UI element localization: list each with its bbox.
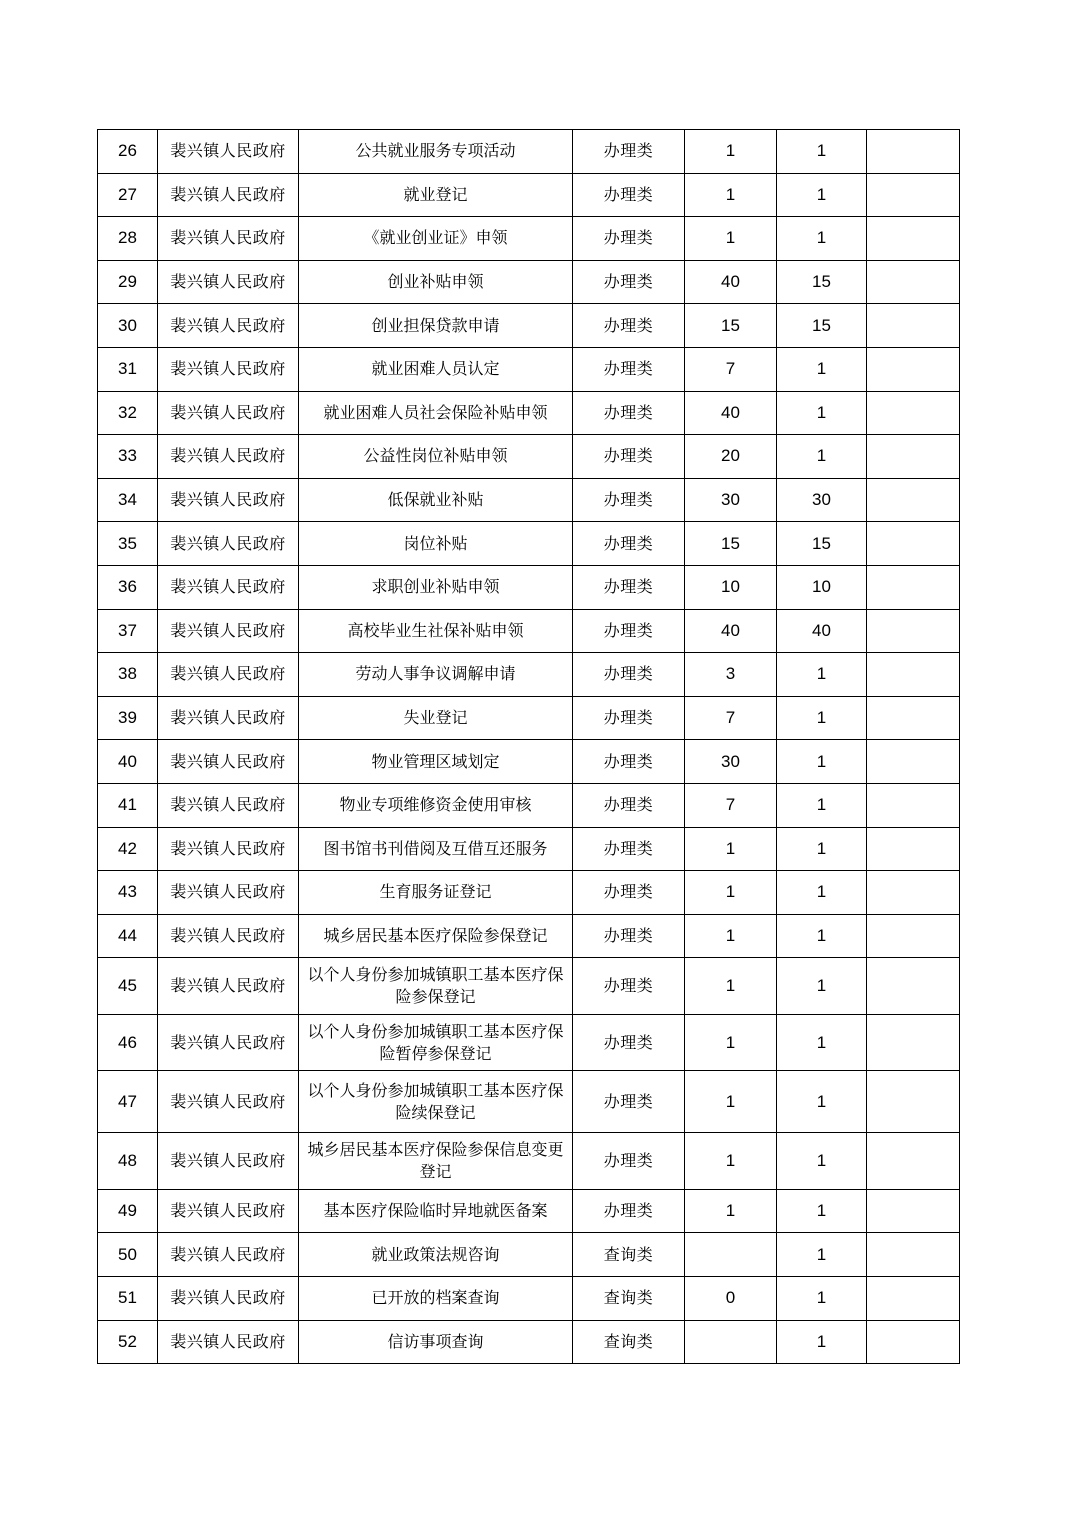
value-cell-2: 15 xyxy=(777,522,867,566)
table-row xyxy=(98,304,960,348)
row-number: 48 xyxy=(98,1133,158,1190)
service-item-cell: 城乡居民基本医疗保险参保登记 xyxy=(299,914,573,958)
service-item-cell: 创业补贴申领 xyxy=(299,260,573,304)
category-cell: 办理类 xyxy=(573,260,685,304)
department-cell: 裴兴镇人民政府 xyxy=(158,347,299,391)
category-cell: 办理类 xyxy=(573,217,685,261)
category-cell: 办理类 xyxy=(573,1014,685,1071)
value-cell-1: 3 xyxy=(685,653,777,697)
category-cell: 办理类 xyxy=(573,827,685,871)
service-item-cell: 创业担保贷款申请 xyxy=(299,304,573,348)
service-item-cell: 《就业创业证》申领 xyxy=(299,217,573,261)
row-number: 29 xyxy=(98,260,158,304)
value-cell-1: 1 xyxy=(685,958,777,1015)
value-cell-1: 1 xyxy=(685,1014,777,1071)
department-cell: 裴兴镇人民政府 xyxy=(158,653,299,697)
department-cell: 裴兴镇人民政府 xyxy=(158,173,299,217)
blank-cell xyxy=(867,827,960,871)
department-cell: 裴兴镇人民政府 xyxy=(158,260,299,304)
blank-cell xyxy=(867,1133,960,1190)
value-cell-2: 1 xyxy=(777,391,867,435)
category-cell: 办理类 xyxy=(573,1189,685,1233)
row-number: 42 xyxy=(98,827,158,871)
value-cell-1: 1 xyxy=(685,173,777,217)
department-cell: 裴兴镇人民政府 xyxy=(158,827,299,871)
blank-cell xyxy=(867,958,960,1015)
department-cell: 裴兴镇人民政府 xyxy=(158,1276,299,1320)
category-cell: 办理类 xyxy=(573,304,685,348)
category-cell: 查询类 xyxy=(573,1320,685,1364)
value-cell-1: 1 xyxy=(685,914,777,958)
value-cell-2: 1 xyxy=(777,958,867,1015)
service-items-table xyxy=(97,129,960,1364)
service-item-cell: 生育服务证登记 xyxy=(299,871,573,915)
row-number: 26 xyxy=(98,130,158,174)
department-cell: 裴兴镇人民政府 xyxy=(158,783,299,827)
blank-cell xyxy=(867,565,960,609)
value-cell-1: 40 xyxy=(685,391,777,435)
value-cell-1: 15 xyxy=(685,304,777,348)
service-item-cell: 以个人身份参加城镇职工基本医疗保险续保登记 xyxy=(299,1071,573,1133)
row-number: 35 xyxy=(98,522,158,566)
row-number: 51 xyxy=(98,1276,158,1320)
department-cell: 裴兴镇人民政府 xyxy=(158,1320,299,1364)
department-cell: 裴兴镇人民政府 xyxy=(158,1071,299,1133)
department-cell: 裴兴镇人民政府 xyxy=(158,435,299,479)
row-number: 39 xyxy=(98,696,158,740)
department-cell: 裴兴镇人民政府 xyxy=(158,958,299,1015)
blank-cell xyxy=(867,260,960,304)
department-cell: 裴兴镇人民政府 xyxy=(158,1133,299,1190)
row-number: 31 xyxy=(98,347,158,391)
table-row xyxy=(98,1071,960,1133)
category-cell: 办理类 xyxy=(573,565,685,609)
blank-cell xyxy=(867,391,960,435)
blank-cell xyxy=(867,1189,960,1233)
department-cell: 裴兴镇人民政府 xyxy=(158,217,299,261)
value-cell-1: 1 xyxy=(685,130,777,174)
category-cell: 办理类 xyxy=(573,871,685,915)
value-cell-2: 1 xyxy=(777,783,867,827)
table-row xyxy=(98,914,960,958)
table-row xyxy=(98,522,960,566)
blank-cell xyxy=(867,783,960,827)
category-cell: 办理类 xyxy=(573,1133,685,1190)
blank-cell xyxy=(867,130,960,174)
table-row xyxy=(98,783,960,827)
value-cell-2: 1 xyxy=(777,1320,867,1364)
department-cell: 裴兴镇人民政府 xyxy=(158,522,299,566)
value-cell-1: 30 xyxy=(685,740,777,784)
department-cell: 裴兴镇人民政府 xyxy=(158,304,299,348)
row-number: 37 xyxy=(98,609,158,653)
blank-cell xyxy=(867,653,960,697)
row-number: 32 xyxy=(98,391,158,435)
service-item-cell: 以个人身份参加城镇职工基本医疗保险暂停参保登记 xyxy=(299,1014,573,1071)
blank-cell xyxy=(867,522,960,566)
table-row xyxy=(98,347,960,391)
value-cell-1: 0 xyxy=(685,1276,777,1320)
department-cell: 裴兴镇人民政府 xyxy=(158,696,299,740)
value-cell-1: 1 xyxy=(685,1071,777,1133)
value-cell-2: 1 xyxy=(777,1133,867,1190)
service-item-cell: 失业登记 xyxy=(299,696,573,740)
blank-cell xyxy=(867,914,960,958)
category-cell: 办理类 xyxy=(573,173,685,217)
department-cell: 裴兴镇人民政府 xyxy=(158,609,299,653)
table-body xyxy=(98,130,960,1364)
table-row xyxy=(98,260,960,304)
value-cell-2: 1 xyxy=(777,827,867,871)
blank-cell xyxy=(867,696,960,740)
service-item-cell: 信访事项查询 xyxy=(299,1320,573,1364)
value-cell-1 xyxy=(685,1320,777,1364)
blank-cell xyxy=(867,1233,960,1277)
table-row xyxy=(98,653,960,697)
category-cell: 办理类 xyxy=(573,522,685,566)
value-cell-2: 1 xyxy=(777,1014,867,1071)
blank-cell xyxy=(867,1320,960,1364)
table-row xyxy=(98,435,960,479)
row-number: 27 xyxy=(98,173,158,217)
row-number: 45 xyxy=(98,958,158,1015)
table-row xyxy=(98,1014,960,1071)
value-cell-2: 1 xyxy=(777,130,867,174)
service-item-cell: 高校毕业生社保补贴申领 xyxy=(299,609,573,653)
row-number: 49 xyxy=(98,1189,158,1233)
row-number: 47 xyxy=(98,1071,158,1133)
table-row xyxy=(98,740,960,784)
value-cell-2: 1 xyxy=(777,1071,867,1133)
value-cell-1: 40 xyxy=(685,260,777,304)
table-row xyxy=(98,1133,960,1190)
service-item-cell: 物业专项维修资金使用审核 xyxy=(299,783,573,827)
table-row xyxy=(98,871,960,915)
category-cell: 办理类 xyxy=(573,783,685,827)
category-cell: 办理类 xyxy=(573,914,685,958)
value-cell-1: 1 xyxy=(685,827,777,871)
service-item-cell: 就业困难人员认定 xyxy=(299,347,573,391)
value-cell-1: 7 xyxy=(685,783,777,827)
table-row xyxy=(98,565,960,609)
service-item-cell: 物业管理区域划定 xyxy=(299,740,573,784)
row-number: 50 xyxy=(98,1233,158,1277)
table-row xyxy=(98,696,960,740)
service-item-cell: 就业困难人员社会保险补贴申领 xyxy=(299,391,573,435)
value-cell-2: 1 xyxy=(777,1189,867,1233)
value-cell-1: 10 xyxy=(685,565,777,609)
value-cell-1: 20 xyxy=(685,435,777,479)
blank-cell xyxy=(867,871,960,915)
value-cell-2: 1 xyxy=(777,740,867,784)
category-cell: 查询类 xyxy=(573,1276,685,1320)
department-cell: 裴兴镇人民政府 xyxy=(158,1014,299,1071)
service-item-cell: 岗位补贴 xyxy=(299,522,573,566)
value-cell-2: 1 xyxy=(777,696,867,740)
value-cell-1 xyxy=(685,1233,777,1277)
table-row xyxy=(98,1320,960,1364)
table-row xyxy=(98,391,960,435)
service-item-cell: 就业登记 xyxy=(299,173,573,217)
value-cell-1: 40 xyxy=(685,609,777,653)
blank-cell xyxy=(867,1276,960,1320)
value-cell-2: 40 xyxy=(777,609,867,653)
value-cell-1: 1 xyxy=(685,871,777,915)
department-cell: 裴兴镇人民政府 xyxy=(158,1233,299,1277)
table-row xyxy=(98,1276,960,1320)
blank-cell xyxy=(867,1071,960,1133)
value-cell-1: 1 xyxy=(685,1189,777,1233)
value-cell-1: 7 xyxy=(685,347,777,391)
department-cell: 裴兴镇人民政府 xyxy=(158,478,299,522)
service-item-cell: 以个人身份参加城镇职工基本医疗保险参保登记 xyxy=(299,958,573,1015)
category-cell: 办理类 xyxy=(573,958,685,1015)
category-cell: 办理类 xyxy=(573,130,685,174)
service-item-cell: 已开放的档案查询 xyxy=(299,1276,573,1320)
category-cell: 办理类 xyxy=(573,1071,685,1133)
value-cell-2: 15 xyxy=(777,304,867,348)
table-row xyxy=(98,958,960,1015)
service-item-cell: 公益性岗位补贴申领 xyxy=(299,435,573,479)
category-cell: 办理类 xyxy=(573,696,685,740)
department-cell: 裴兴镇人民政府 xyxy=(158,391,299,435)
service-item-cell: 就业政策法规咨询 xyxy=(299,1233,573,1277)
blank-cell xyxy=(867,173,960,217)
row-number: 30 xyxy=(98,304,158,348)
department-cell: 裴兴镇人民政府 xyxy=(158,914,299,958)
blank-cell xyxy=(867,304,960,348)
value-cell-1: 15 xyxy=(685,522,777,566)
row-number: 52 xyxy=(98,1320,158,1364)
value-cell-2: 1 xyxy=(777,1276,867,1320)
table-row xyxy=(98,217,960,261)
value-cell-2: 1 xyxy=(777,653,867,697)
blank-cell xyxy=(867,217,960,261)
row-number: 33 xyxy=(98,435,158,479)
table-row xyxy=(98,827,960,871)
blank-cell xyxy=(867,609,960,653)
row-number: 41 xyxy=(98,783,158,827)
value-cell-2: 1 xyxy=(777,347,867,391)
department-cell: 裴兴镇人民政府 xyxy=(158,871,299,915)
service-item-cell: 城乡居民基本医疗保险参保信息变更登记 xyxy=(299,1133,573,1190)
service-item-cell: 低保就业补贴 xyxy=(299,478,573,522)
row-number: 28 xyxy=(98,217,158,261)
table-row xyxy=(98,130,960,174)
value-cell-2: 1 xyxy=(777,217,867,261)
blank-cell xyxy=(867,740,960,784)
category-cell: 办理类 xyxy=(573,653,685,697)
blank-cell xyxy=(867,1014,960,1071)
row-number: 38 xyxy=(98,653,158,697)
value-cell-1: 1 xyxy=(685,1133,777,1190)
category-cell: 办理类 xyxy=(573,391,685,435)
service-item-cell: 劳动人事争议调解申请 xyxy=(299,653,573,697)
category-cell: 办理类 xyxy=(573,609,685,653)
value-cell-2: 15 xyxy=(777,260,867,304)
value-cell-2: 30 xyxy=(777,478,867,522)
value-cell-1: 30 xyxy=(685,478,777,522)
category-cell: 办理类 xyxy=(573,435,685,479)
table-row xyxy=(98,1233,960,1277)
row-number: 44 xyxy=(98,914,158,958)
table-row xyxy=(98,478,960,522)
department-cell: 裴兴镇人民政府 xyxy=(158,740,299,784)
department-cell: 裴兴镇人民政府 xyxy=(158,1189,299,1233)
value-cell-2: 10 xyxy=(777,565,867,609)
blank-cell xyxy=(867,347,960,391)
row-number: 43 xyxy=(98,871,158,915)
value-cell-1: 7 xyxy=(685,696,777,740)
row-number: 40 xyxy=(98,740,158,784)
category-cell: 办理类 xyxy=(573,347,685,391)
value-cell-2: 1 xyxy=(777,871,867,915)
service-item-cell: 公共就业服务专项活动 xyxy=(299,130,573,174)
value-cell-1: 1 xyxy=(685,217,777,261)
service-item-cell: 图书馆书刊借阅及互借互还服务 xyxy=(299,827,573,871)
category-cell: 办理类 xyxy=(573,478,685,522)
row-number: 46 xyxy=(98,1014,158,1071)
value-cell-2: 1 xyxy=(777,173,867,217)
value-cell-2: 1 xyxy=(777,435,867,479)
department-cell: 裴兴镇人民政府 xyxy=(158,130,299,174)
row-number: 36 xyxy=(98,565,158,609)
table-row xyxy=(98,1189,960,1233)
service-item-cell: 求职创业补贴申领 xyxy=(299,565,573,609)
row-number: 34 xyxy=(98,478,158,522)
service-item-cell: 基本医疗保险临时异地就医备案 xyxy=(299,1189,573,1233)
department-cell: 裴兴镇人民政府 xyxy=(158,565,299,609)
category-cell: 查询类 xyxy=(573,1233,685,1277)
blank-cell xyxy=(867,435,960,479)
blank-cell xyxy=(867,478,960,522)
table-row xyxy=(98,173,960,217)
value-cell-2: 1 xyxy=(777,914,867,958)
value-cell-2: 1 xyxy=(777,1233,867,1277)
category-cell: 办理类 xyxy=(573,740,685,784)
table-row xyxy=(98,609,960,653)
